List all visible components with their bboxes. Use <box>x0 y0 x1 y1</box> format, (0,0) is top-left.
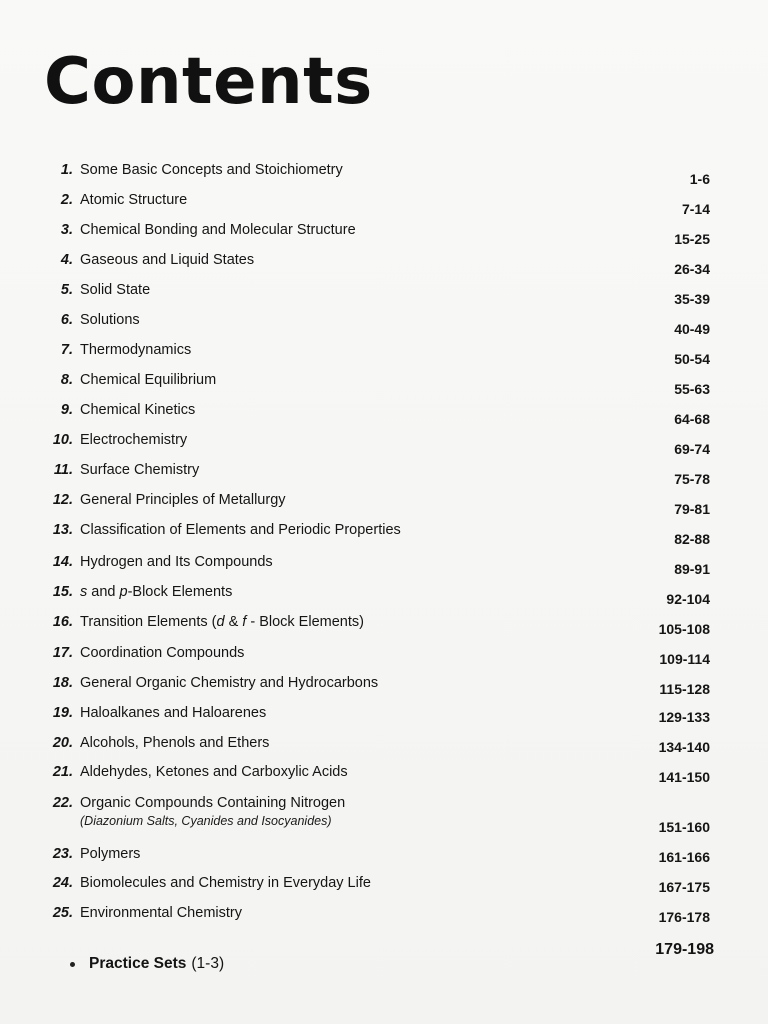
toc-entry-title-text: Gaseous and Liquid States <box>80 252 255 268</box>
toc-entry-title-text: Organic Compounds Containing Nitrogen <box>80 795 346 811</box>
toc-entry-pages: 134-140 <box>658 739 710 755</box>
toc-entry-title-text: Haloalkanes and Haloarenes <box>80 705 267 721</box>
toc-entry-pages: 109-114 <box>659 651 710 667</box>
toc-entry-title-text: Chemical Equilibrium <box>80 372 217 388</box>
toc-entry-pages: 55-63 <box>674 381 710 397</box>
toc-entry-title <box>80 615 722 630</box>
toc-entry-pages: 64-68 <box>674 411 710 427</box>
toc-entry <box>46 736 722 751</box>
toc-entry-title <box>80 736 722 751</box>
toc-entry-number: 15. <box>52 584 73 600</box>
toc-entry-title-text: Electrochemistry <box>80 432 188 448</box>
toc-entry <box>46 585 722 600</box>
toc-entry-number: 12. <box>52 492 73 508</box>
toc-entry-title <box>80 796 722 827</box>
toc-entry-pages: 35-39 <box>674 291 710 307</box>
page-title: Contents <box>44 45 373 119</box>
practice-sets-entry <box>70 955 224 973</box>
toc-entry-title <box>80 373 722 388</box>
toc-entry-title <box>80 646 722 661</box>
toc-entry-title-text: Polymers <box>80 846 141 862</box>
toc-entry-number: 25. <box>52 905 73 921</box>
toc-entry <box>46 847 722 862</box>
toc-entry-pages: 26-34 <box>674 261 710 277</box>
toc-entry-title <box>80 523 722 538</box>
practice-sets-range: (1-3) <box>191 955 225 972</box>
toc-entry-title-part: - Block Elements) <box>246 614 364 630</box>
toc-entry-title <box>80 585 722 600</box>
toc-entry-title <box>80 193 722 208</box>
toc-entry <box>46 906 722 921</box>
toc-entry-number: 6. <box>60 312 73 328</box>
toc-entry-pages: 115-128 <box>659 681 710 697</box>
toc-entry-title-text: Chemical Bonding and Molecular Structure <box>80 222 356 238</box>
toc-entry-title-part: and <box>87 584 120 600</box>
toc-entry-pages: 129-133 <box>658 709 710 725</box>
toc-entry-title <box>80 555 722 570</box>
toc-entry-number: 16. <box>52 614 73 630</box>
toc-entry-pages: 161-166 <box>658 849 710 865</box>
toc-entry-title <box>80 223 722 238</box>
toc-entry-title-text: Aldehydes, Ketones and Carboxylic Acids <box>80 764 348 780</box>
toc-entry <box>46 283 722 298</box>
toc-entry-pages: 92-104 <box>666 591 710 607</box>
toc-entry-title <box>80 343 722 358</box>
toc-entry-pages: 105-108 <box>658 621 710 637</box>
toc-entry-pages: 151-160 <box>658 819 710 835</box>
toc-entry-number: 4. <box>60 252 73 268</box>
toc-entry-pages: 75-78 <box>674 471 710 487</box>
toc-entry-number: 17. <box>52 645 73 661</box>
toc-entry-pages: 69-74 <box>674 441 710 457</box>
toc-entry-title <box>80 906 722 921</box>
toc-entry-title-text: Coordination Compounds <box>80 645 245 661</box>
toc-entry-title <box>80 283 722 298</box>
toc-entry-title-part: s <box>80 584 88 600</box>
toc-entry <box>46 403 722 418</box>
toc-entry-number: 3. <box>60 222 73 238</box>
toc-entry-title-text: Atomic Structure <box>80 192 188 208</box>
toc-entry <box>46 676 722 691</box>
toc-entry-pages: 7-14 <box>681 201 710 217</box>
bullet-icon <box>70 962 75 967</box>
toc-entry-pages: 50-54 <box>674 351 710 367</box>
toc-entry-number: 10. <box>52 432 73 448</box>
toc-entry <box>46 313 722 328</box>
toc-entry <box>46 493 722 508</box>
toc-entry <box>46 615 722 630</box>
toc-entry-pages: 15-25 <box>674 231 710 247</box>
toc-entry-number: 2. <box>60 192 73 208</box>
toc-entry-title <box>80 876 722 891</box>
toc-entry-title <box>80 493 722 508</box>
toc-entry-title-text: Biomolecules and Chemistry in Everyday Life <box>80 875 371 891</box>
toc-entry-title <box>80 706 722 721</box>
toc-entry-title-text: Solid State <box>80 282 151 298</box>
toc-entry <box>46 706 722 721</box>
toc-entry <box>46 463 722 478</box>
toc-entry-title-text: Environmental Chemistry <box>80 905 242 921</box>
toc-entry <box>46 343 722 358</box>
toc-entry-title <box>80 403 722 418</box>
toc-entry-number: 22. <box>52 795 73 811</box>
practice-sets-label: Practice Sets <box>89 955 187 972</box>
toc-entry-title <box>80 433 722 448</box>
toc-entry <box>46 373 722 388</box>
toc-entry-title-text: Classification of Elements and Periodic Properties <box>80 522 401 538</box>
toc-entry <box>46 796 722 827</box>
toc-entry-number: 13. <box>52 522 73 538</box>
toc-entry-title-part: f <box>242 614 247 630</box>
toc-entry-title <box>80 676 722 691</box>
toc-entry-number: 21. <box>52 764 73 780</box>
toc-entry-title-text: General Principles of Metallurgy <box>80 492 286 508</box>
toc-entry-number: 1. <box>60 162 73 178</box>
toc-entry-title-part: p <box>119 584 128 600</box>
toc-entry-pages: 89-91 <box>674 561 710 577</box>
toc-entry-title-part: & <box>224 614 243 630</box>
toc-entry-title <box>80 847 722 862</box>
toc-entry <box>46 523 722 538</box>
toc-entry-pages: 176-178 <box>658 909 710 925</box>
toc-entry-number: 7. <box>60 342 73 358</box>
toc-entry-title-text: Hydrogen and Its Compounds <box>80 554 273 570</box>
toc-entry-number: 8. <box>60 372 73 388</box>
toc-entry-title-text: Surface Chemistry <box>80 462 200 478</box>
toc-entry <box>46 163 722 178</box>
toc-entry-title-text: Alcohols, Phenols and Ethers <box>80 735 270 751</box>
toc-entry-title-part: -Block Elements <box>127 584 233 600</box>
toc-entry-title-part: Transition Elements ( <box>80 614 217 630</box>
toc-entry <box>46 433 722 448</box>
toc-entry-title <box>80 163 722 178</box>
toc-entry-number: 23. <box>52 846 73 862</box>
toc-entry-title <box>80 765 722 780</box>
toc-entry-pages: 141-150 <box>658 769 710 785</box>
toc-entry-number: 19. <box>52 705 73 721</box>
practice-sets-pages: 179-198 <box>655 941 714 958</box>
toc-entry-number: 24. <box>52 875 73 891</box>
toc-entry-title-text: Thermodynamics <box>80 342 192 358</box>
toc-entry-title-text: Solutions <box>80 312 140 328</box>
toc-entry-pages: 79-81 <box>674 501 710 517</box>
toc-entry-number: 9. <box>60 402 73 418</box>
toc-entry-title <box>80 463 722 478</box>
toc-entry-number: 18. <box>52 675 73 691</box>
toc-entry-number: 14. <box>52 554 73 570</box>
toc-entry-number: 20. <box>52 735 73 751</box>
toc-entry-title-part: d <box>216 614 225 630</box>
toc-entry-subtitle: (Diazonium Salts, Cyanides and Isocyanides) <box>80 813 332 828</box>
toc-entry <box>46 193 722 208</box>
toc-entry <box>46 555 722 570</box>
toc-entry-pages: 167-175 <box>658 879 710 895</box>
toc-entry-number: 5. <box>60 282 73 298</box>
toc-entry <box>46 765 722 780</box>
toc-entry-title <box>80 253 722 268</box>
toc-entry-number: 11. <box>53 462 73 478</box>
toc-entry-pages: 1-6 <box>689 171 710 187</box>
toc-entry-title-text: Some Basic Concepts and Stoichiometry <box>80 162 343 178</box>
toc-entry-pages: 40-49 <box>674 321 710 337</box>
toc-entry-title-text: General Organic Chemistry and Hydrocarbons <box>80 675 379 691</box>
toc-entry <box>46 646 722 661</box>
toc-entry-title <box>80 313 722 328</box>
toc-entry-title-text: Chemical Kinetics <box>80 402 196 418</box>
toc-entry <box>46 223 722 238</box>
toc-entry <box>46 253 722 268</box>
toc-entry-pages: 82-88 <box>674 531 710 547</box>
toc-entry <box>46 876 722 891</box>
